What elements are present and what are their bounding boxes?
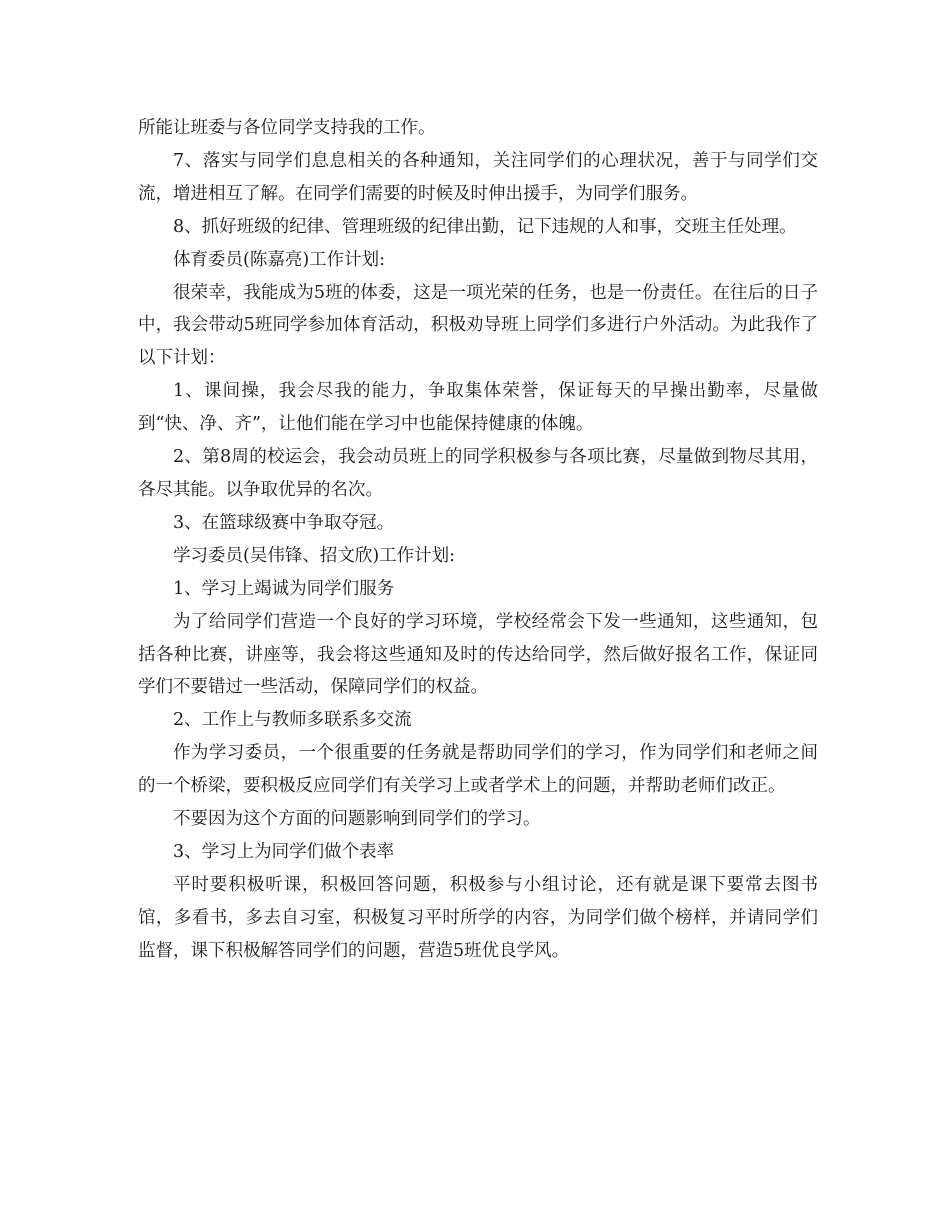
paragraph-1: 所能让班委与各位同学支持我的工作。 [138,118,436,138]
paragraph-11: 为了给同学们营造一个良好的学习环境，学校经常会下发一些通知，这些通知，包括各种比赛，讲座等，我会将这些通知及时的传达给同学，然后做好报名工作，保证同学们不要错过一些活动，保障同学们的权益。 [138,611,818,698]
paragraph-13: 作为学习委员，一个很重要的任务就是帮助同学们的学习，作为同学们和老师之间的一个桥梁，要积极反应同学们有关学习上或者学术上的问题，并帮助老师们改正。 [138,743,818,797]
paragraph-2: 7、落实与同学们息息相关的各种通知，关注同学们的心理状况，善于与同学们交流，增进相互了解。在同学们需要的时候及时伸出援手，为同学们服务。 [138,150,818,204]
section-heading-sports: 体育委员(陈嘉亮)工作计划: [173,249,386,270]
paragraph-16: 平时要积极听课，积极回答问题，积极参与小组讨论，还有就是课下要常去图书馆，多看书，多去自习室，积极复习平时所学的内容，为同学们做个榜样，并请同学们监督，课下积极解答同学们的问题，营造5班优良学风。 [138,874,818,961]
list-item-study-2: 2、工作上与教师多联系多交流 [173,710,412,731]
paragraph-14: 不要因为这个方面的问题影响到同学们的学习。 [173,809,541,830]
section-heading-study: 学习委员(吴伟锋、招文欣)工作计划: [173,545,456,566]
paragraph-8: 3、在篮球级赛中争取夺冠。 [173,512,395,533]
paragraph-6: 1、课间操，我会尽我的能力，争取集体荣誉，保证每天的早操出勤率，尽量做到“快、净、齐”，让他们能在学习中也能保持健康的体魄。 [138,381,818,435]
document-body [138,112,818,968]
paragraph-7: 2、第8周的校运会，我会动员班上的同学积极参与各项比赛，尽量做到物尽其用，各尽其能。以争取优异的名次。 [138,447,818,500]
paragraph-3: 8、抓好班级的纪律、管理班级的纪律出勤，记下违规的人和事，交班主任处理。 [173,216,797,237]
paragraph-5: 很荣幸，我能成为5班的体委，这是一项光荣的任务，也是一份责任。在往后的日子中，我会带动5班同学参加体育活动，积极劝导班上同学们多进行户外活动。为此我作了以下计划： [138,282,818,369]
list-item-study-1: 1、学习上竭诚为同学们服务 [173,578,395,599]
list-item-study-3: 3、学习上为同学们做个表率 [173,841,395,862]
